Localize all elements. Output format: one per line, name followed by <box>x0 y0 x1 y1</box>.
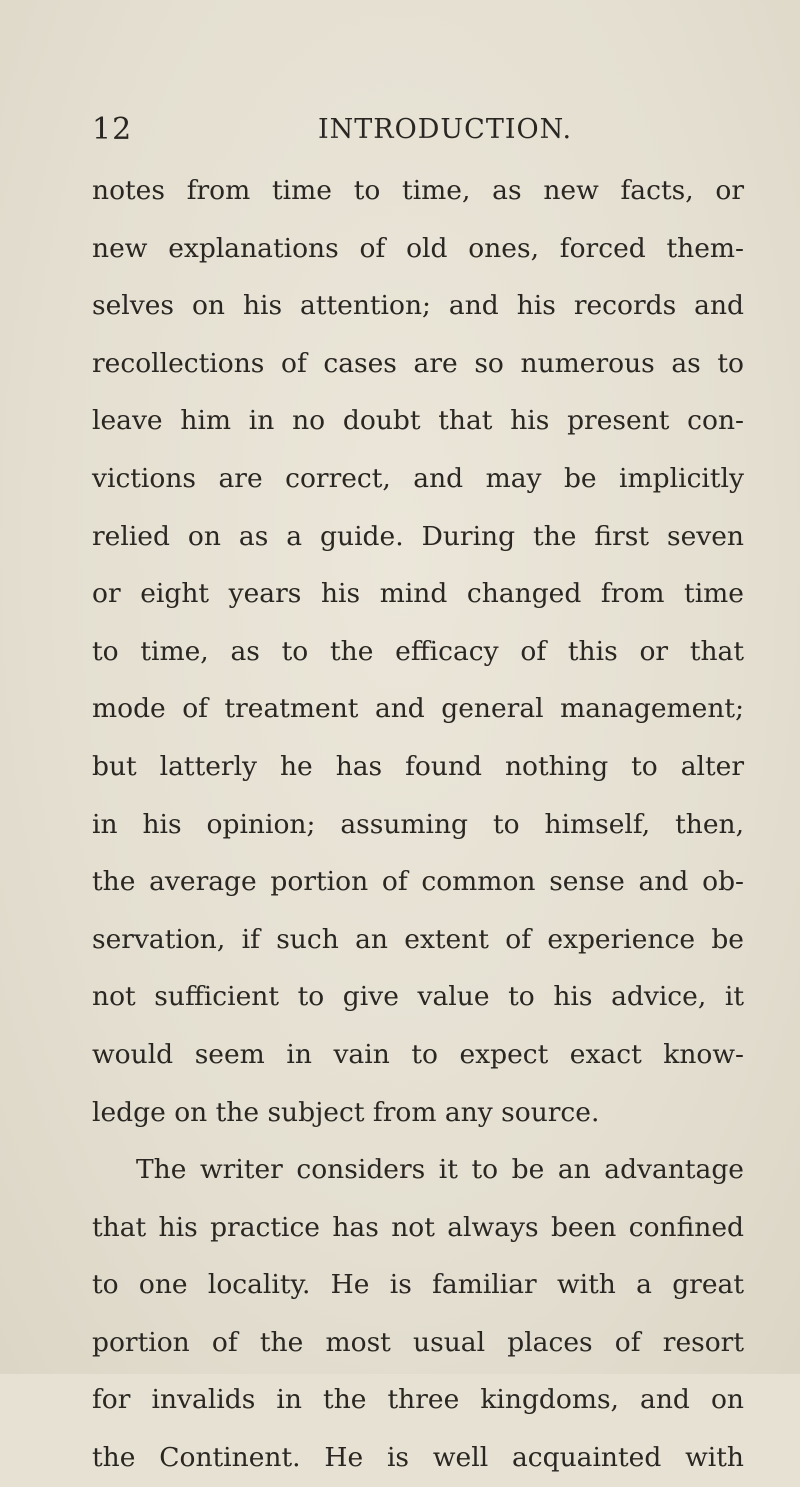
text-line: not sufficient to give value to his advice, it <box>92 981 744 1013</box>
text-line: mode of treatment and general management; <box>92 693 744 725</box>
text-line: portion of the most usual places of resort <box>92 1326 744 1358</box>
text-line: victions are correct, and may be implicitly <box>92 462 744 494</box>
text-line: but latterly he has found nothing to alter <box>92 750 744 782</box>
text-line: would seem in vain to expect exact know- <box>92 1038 744 1070</box>
text-line: that his practice has not always been confined <box>92 1211 744 1243</box>
text-line: the Continent. He is well acquainted with <box>92 1442 744 1474</box>
text-line: for invalids in the three kingdoms, and on <box>92 1384 744 1416</box>
text-line: the average portion of common sense and ob- <box>92 866 744 898</box>
text-line: leave him in no doubt that his present con- <box>92 405 744 437</box>
text-line: selves on his attention; and his records and <box>92 290 744 322</box>
text-line: to one locality. He is familiar with a great <box>92 1269 744 1301</box>
text-line: or eight years his mind changed from time <box>92 578 744 610</box>
page-number: 12 <box>92 112 133 147</box>
text-line: notes from time to time, as new facts, or <box>92 175 744 206</box>
text-line: to time, as to the efficacy of this or that <box>92 635 744 667</box>
text-line: new explanations of old ones, forced them- <box>92 232 744 264</box>
text-line: in his opinion; assuming to himself, then, <box>92 808 744 840</box>
text-line: recollections of cases are so numerous as to <box>92 347 744 379</box>
paragraph-end-line: ledge on the subject from any source. <box>92 1096 600 1128</box>
page-header <box>92 108 742 152</box>
running-head: INTRODUCTION. <box>318 114 573 145</box>
text-line: relied on as a guide. During the first seven <box>92 520 744 552</box>
body-text <box>92 162 744 1487</box>
text-line: servation, if such an extent of experience be <box>92 923 744 955</box>
paragraph-start-line: The writer considers it to be an advantage <box>136 1154 744 1186</box>
